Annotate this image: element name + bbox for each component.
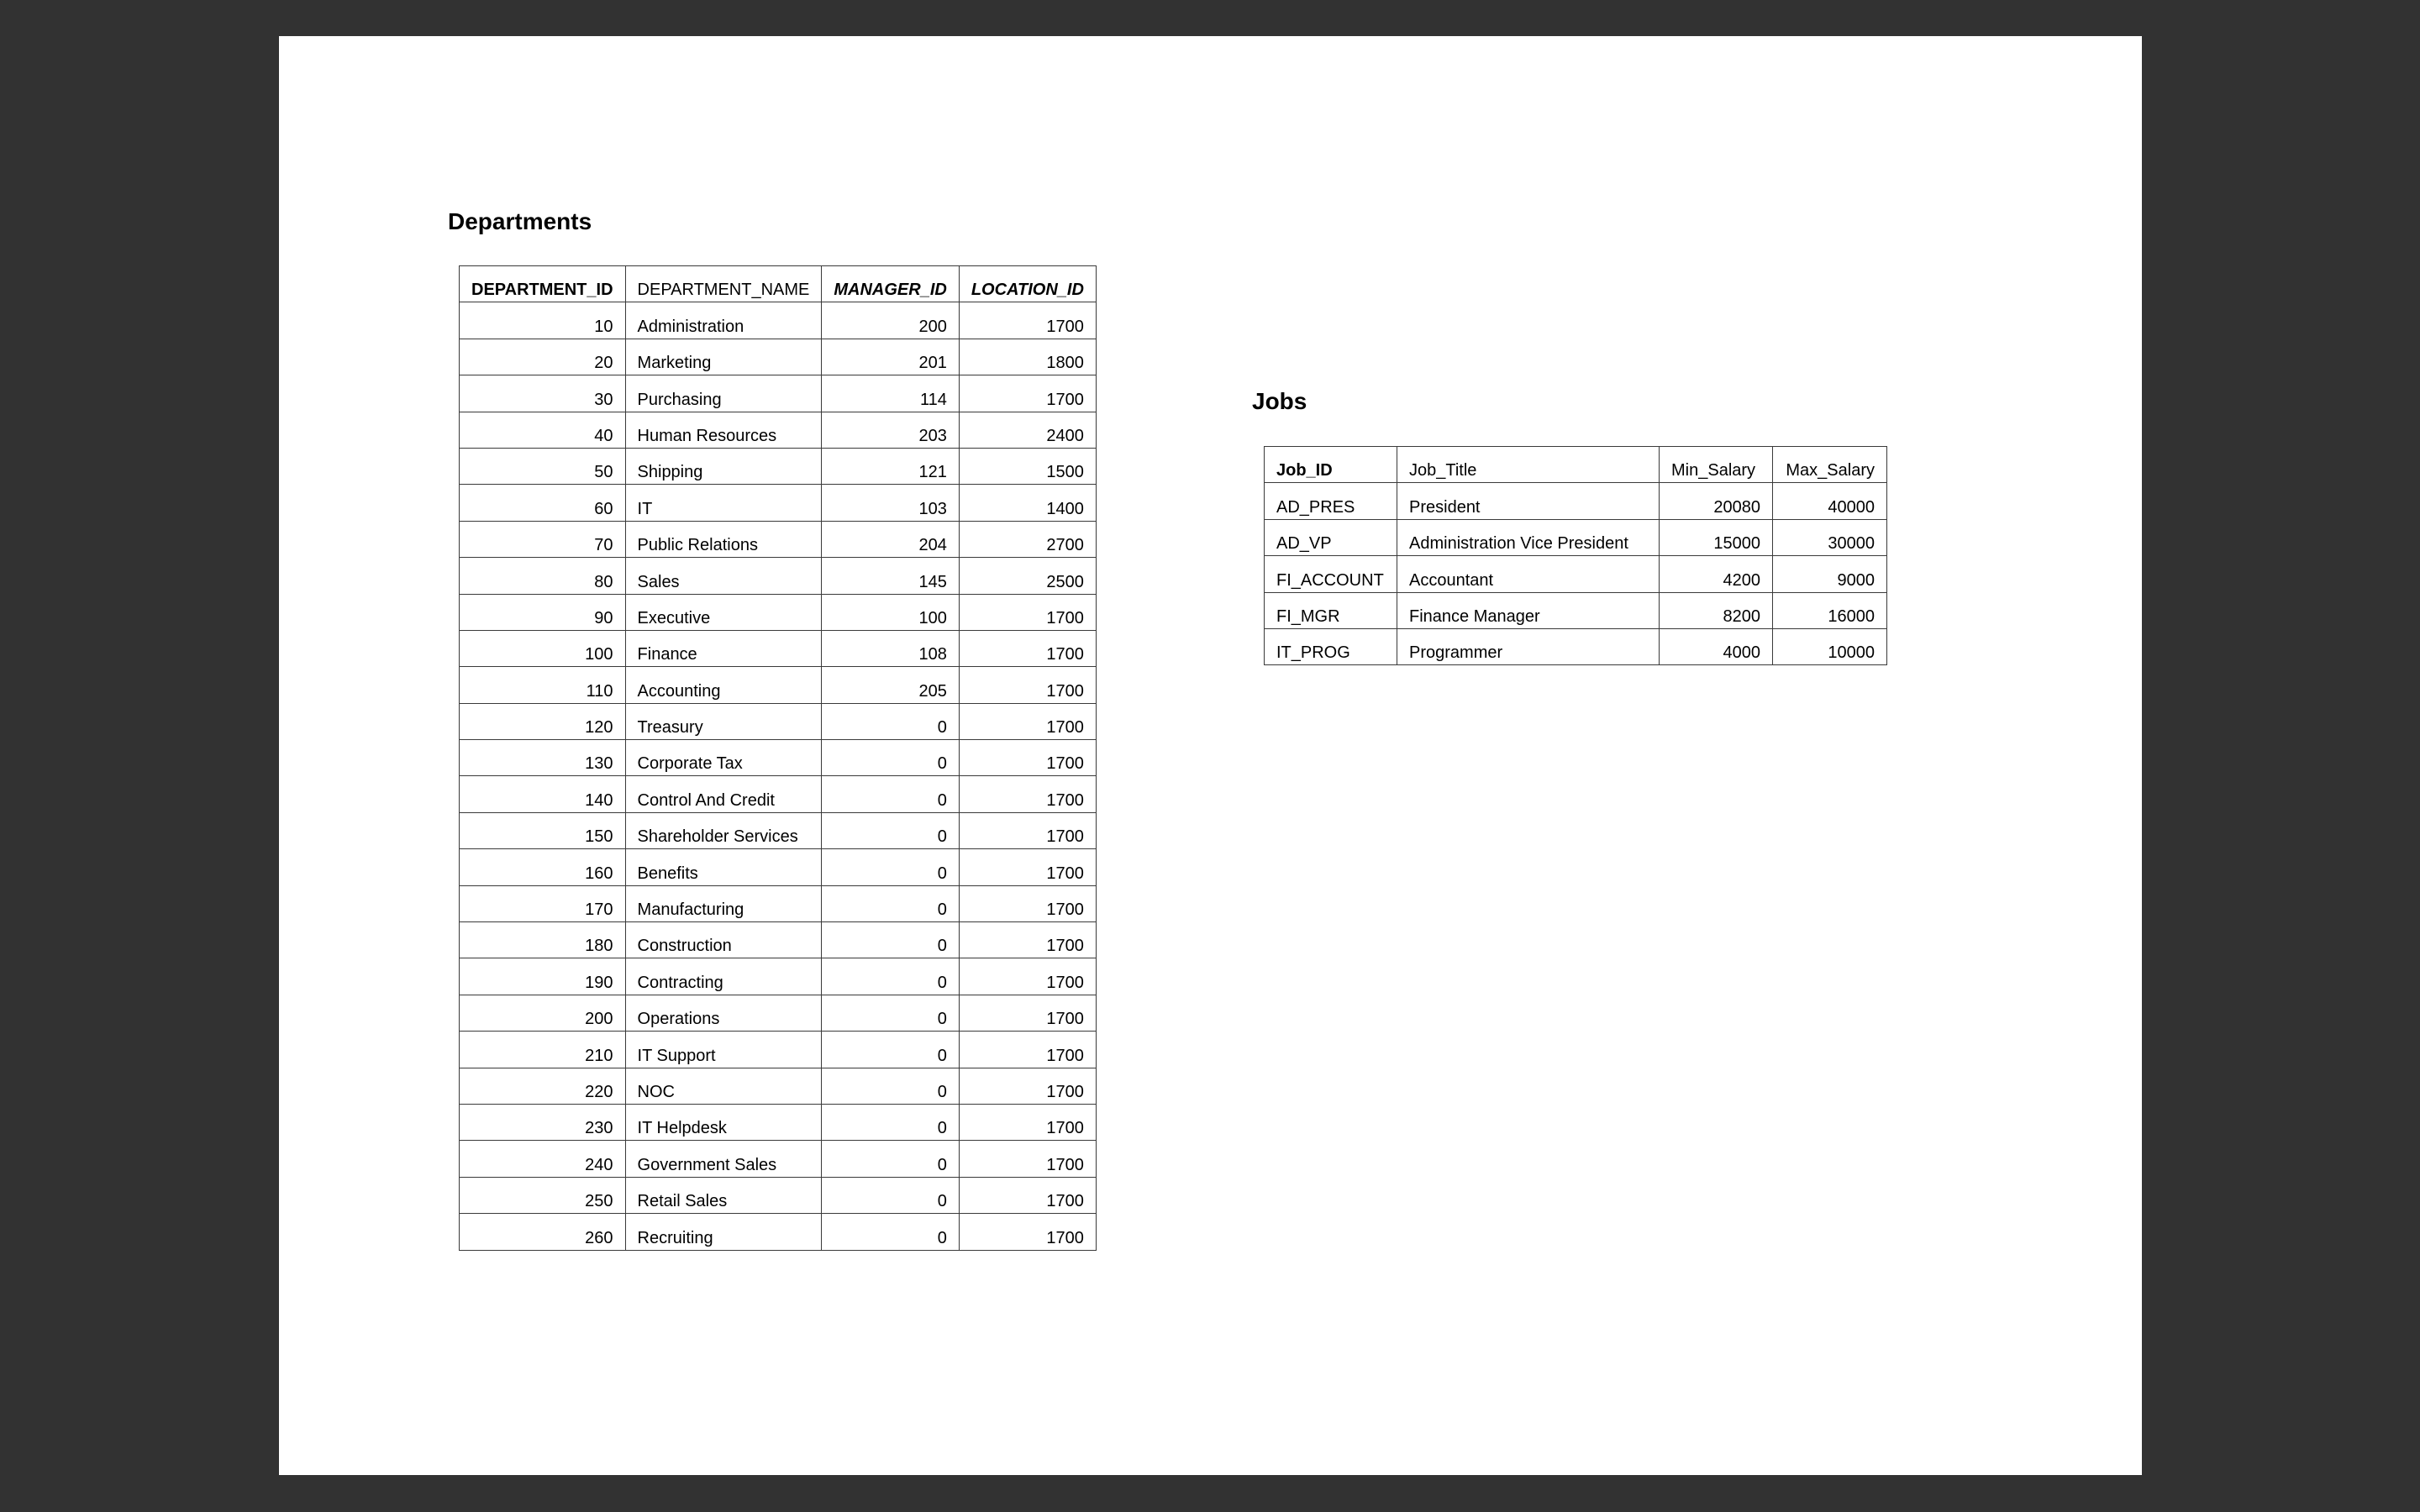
table-row [460,521,1097,557]
department-name-cell: Purchasing [625,375,822,412]
manager-id-cell: 205 [822,667,959,703]
table-row [1265,628,1887,664]
department-name-cell: IT Helpdesk [625,1104,822,1140]
manager-id-cell: 0 [822,776,959,812]
manager-id-cell: 200 [822,302,959,339]
table-row [460,485,1097,521]
manager-id-cell: 0 [822,1177,959,1213]
department-name-cell: IT [625,485,822,521]
max-salary-cell: 9000 [1773,556,1887,592]
department-id-cell: 100 [460,630,626,666]
job-id-cell: AD_VP [1265,519,1397,555]
department-name-cell: Construction [625,922,822,958]
location-id-cell: 1800 [959,339,1096,375]
department-name-cell: Public Relations [625,521,822,557]
table-row [460,594,1097,630]
table-row [460,630,1097,666]
departments-table [459,265,1097,1251]
manager-id-cell: 0 [822,1214,959,1250]
max-salary-cell: 10000 [1773,628,1887,664]
department-name-cell: IT Support [625,1032,822,1068]
header-min-salary: Min_Salary [1660,447,1773,483]
manager-id-cell: 0 [822,1032,959,1068]
department-id-cell: 60 [460,485,626,521]
table-row [460,1032,1097,1068]
job-title-cell: Finance Manager [1397,592,1660,628]
max-salary-cell: 40000 [1773,483,1887,519]
location-id-cell: 1700 [959,1214,1096,1250]
manager-id-cell: 0 [822,885,959,921]
table-row [460,776,1097,812]
job-id-cell: FI_MGR [1265,592,1397,628]
department-name-cell: Benefits [625,849,822,885]
job-title-cell: Programmer [1397,628,1660,664]
department-name-cell: Control And Credit [625,776,822,812]
job-title-cell: President [1397,483,1660,519]
job-title-cell: Administration Vice President [1397,519,1660,555]
location-id-cell: 2700 [959,521,1096,557]
departments-header-row [460,266,1097,302]
header-job-id: Job_ID [1265,447,1397,483]
table-row [460,667,1097,703]
location-id-cell: 1700 [959,375,1096,412]
department-name-cell: Shareholder Services [625,812,822,848]
department-name-cell: Government Sales [625,1141,822,1177]
department-id-cell: 200 [460,995,626,1031]
department-id-cell: 260 [460,1214,626,1250]
table-row [460,375,1097,412]
manager-id-cell: 0 [822,1141,959,1177]
department-id-cell: 50 [460,448,626,484]
table-row [460,412,1097,448]
header-department-name: DEPARTMENT_NAME [625,266,822,302]
department-id-cell: 250 [460,1177,626,1213]
min-salary-cell: 15000 [1660,519,1773,555]
department-id-cell: 170 [460,885,626,921]
department-id-cell: 30 [460,375,626,412]
manager-id-cell: 0 [822,812,959,848]
location-id-cell: 2400 [959,412,1096,448]
table-row [460,448,1097,484]
manager-id-cell: 0 [822,849,959,885]
table-row [1265,592,1887,628]
department-name-cell: Accounting [625,667,822,703]
manager-id-cell: 103 [822,485,959,521]
min-salary-cell: 4200 [1660,556,1773,592]
min-salary-cell: 8200 [1660,592,1773,628]
jobs-header-row [1265,447,1887,483]
table-row [460,812,1097,848]
department-id-cell: 230 [460,1104,626,1140]
department-name-cell: Executive [625,594,822,630]
table-row [460,885,1097,921]
header-manager-id: MANAGER_ID [822,266,959,302]
department-id-cell: 180 [460,922,626,958]
department-name-cell: Administration [625,302,822,339]
table-row [460,922,1097,958]
table-row [460,302,1097,339]
manager-id-cell: 0 [822,1104,959,1140]
table-row [1265,519,1887,555]
department-id-cell: 140 [460,776,626,812]
location-id-cell: 1700 [959,1177,1096,1213]
department-id-cell: 70 [460,521,626,557]
department-id-cell: 240 [460,1141,626,1177]
job-title-cell: Accountant [1397,556,1660,592]
location-id-cell: 1700 [959,667,1096,703]
location-id-cell: 1700 [959,1068,1096,1104]
department-name-cell: Finance [625,630,822,666]
department-id-cell: 40 [460,412,626,448]
department-id-cell: 130 [460,740,626,776]
location-id-cell: 1700 [959,1104,1096,1140]
manager-id-cell: 145 [822,558,959,594]
department-id-cell: 20 [460,339,626,375]
header-max-salary: Max_Salary [1773,447,1887,483]
max-salary-cell: 16000 [1773,592,1887,628]
location-id-cell: 1700 [959,958,1096,995]
location-id-cell: 1500 [959,448,1096,484]
table-row [1265,483,1887,519]
departments-title: Departments [448,208,592,234]
max-salary-cell: 30000 [1773,519,1887,555]
location-id-cell: 1700 [959,703,1096,739]
manager-id-cell: 0 [822,703,959,739]
department-name-cell: Retail Sales [625,1177,822,1213]
location-id-cell: 1700 [959,740,1096,776]
job-id-cell: AD_PRES [1265,483,1397,519]
table-row [460,958,1097,995]
location-id-cell: 1700 [959,812,1096,848]
min-salary-cell: 4000 [1660,628,1773,664]
department-id-cell: 110 [460,667,626,703]
manager-id-cell: 114 [822,375,959,412]
department-id-cell: 150 [460,812,626,848]
location-id-cell: 1700 [959,1032,1096,1068]
location-id-cell: 1700 [959,922,1096,958]
header-job-title: Job_Title [1397,447,1660,483]
department-name-cell: Recruiting [625,1214,822,1250]
department-name-cell: Human Resources [625,412,822,448]
job-id-cell: IT_PROG [1265,628,1397,664]
jobs-body [1265,483,1887,665]
location-id-cell: 1700 [959,776,1096,812]
table-row [460,703,1097,739]
department-name-cell: Corporate Tax [625,740,822,776]
location-id-cell: 1700 [959,630,1096,666]
location-id-cell: 1700 [959,849,1096,885]
department-id-cell: 10 [460,302,626,339]
department-name-cell: Shipping [625,448,822,484]
manager-id-cell: 203 [822,412,959,448]
table-row [460,1141,1097,1177]
department-id-cell: 160 [460,849,626,885]
table-row [460,1068,1097,1104]
manager-id-cell: 0 [822,958,959,995]
table-row [460,849,1097,885]
table-row [460,1177,1097,1213]
department-name-cell: NOC [625,1068,822,1104]
manager-id-cell: 204 [822,521,959,557]
manager-id-cell: 121 [822,448,959,484]
manager-id-cell: 0 [822,922,959,958]
min-salary-cell: 20080 [1660,483,1773,519]
header-location-id: LOCATION_ID [959,266,1096,302]
table-row [460,339,1097,375]
table-row [460,558,1097,594]
table-row [460,995,1097,1031]
table-row [460,740,1097,776]
departments-body [460,302,1097,1250]
department-name-cell: Sales [625,558,822,594]
department-id-cell: 120 [460,703,626,739]
location-id-cell: 1700 [959,1141,1096,1177]
department-name-cell: Manufacturing [625,885,822,921]
manager-id-cell: 0 [822,1068,959,1104]
department-id-cell: 90 [460,594,626,630]
table-row [460,1104,1097,1140]
manager-id-cell: 0 [822,740,959,776]
location-id-cell: 1400 [959,485,1096,521]
jobs-title: Jobs [1252,388,1307,414]
jobs-table [1264,446,1887,665]
manager-id-cell: 100 [822,594,959,630]
location-id-cell: 1700 [959,995,1096,1031]
department-name-cell: Treasury [625,703,822,739]
location-id-cell: 1700 [959,302,1096,339]
manager-id-cell: 0 [822,995,959,1031]
manager-id-cell: 108 [822,630,959,666]
department-id-cell: 80 [460,558,626,594]
department-id-cell: 190 [460,958,626,995]
department-name-cell: Contracting [625,958,822,995]
location-id-cell: 1700 [959,594,1096,630]
location-id-cell: 1700 [959,885,1096,921]
department-name-cell: Operations [625,995,822,1031]
location-id-cell: 2500 [959,558,1096,594]
manager-id-cell: 201 [822,339,959,375]
department-name-cell: Marketing [625,339,822,375]
job-id-cell: FI_ACCOUNT [1265,556,1397,592]
document-page [279,36,2142,1475]
department-id-cell: 210 [460,1032,626,1068]
department-id-cell: 220 [460,1068,626,1104]
table-row [460,1214,1097,1250]
table-row [1265,556,1887,592]
header-department-id: DEPARTMENT_ID [460,266,626,302]
